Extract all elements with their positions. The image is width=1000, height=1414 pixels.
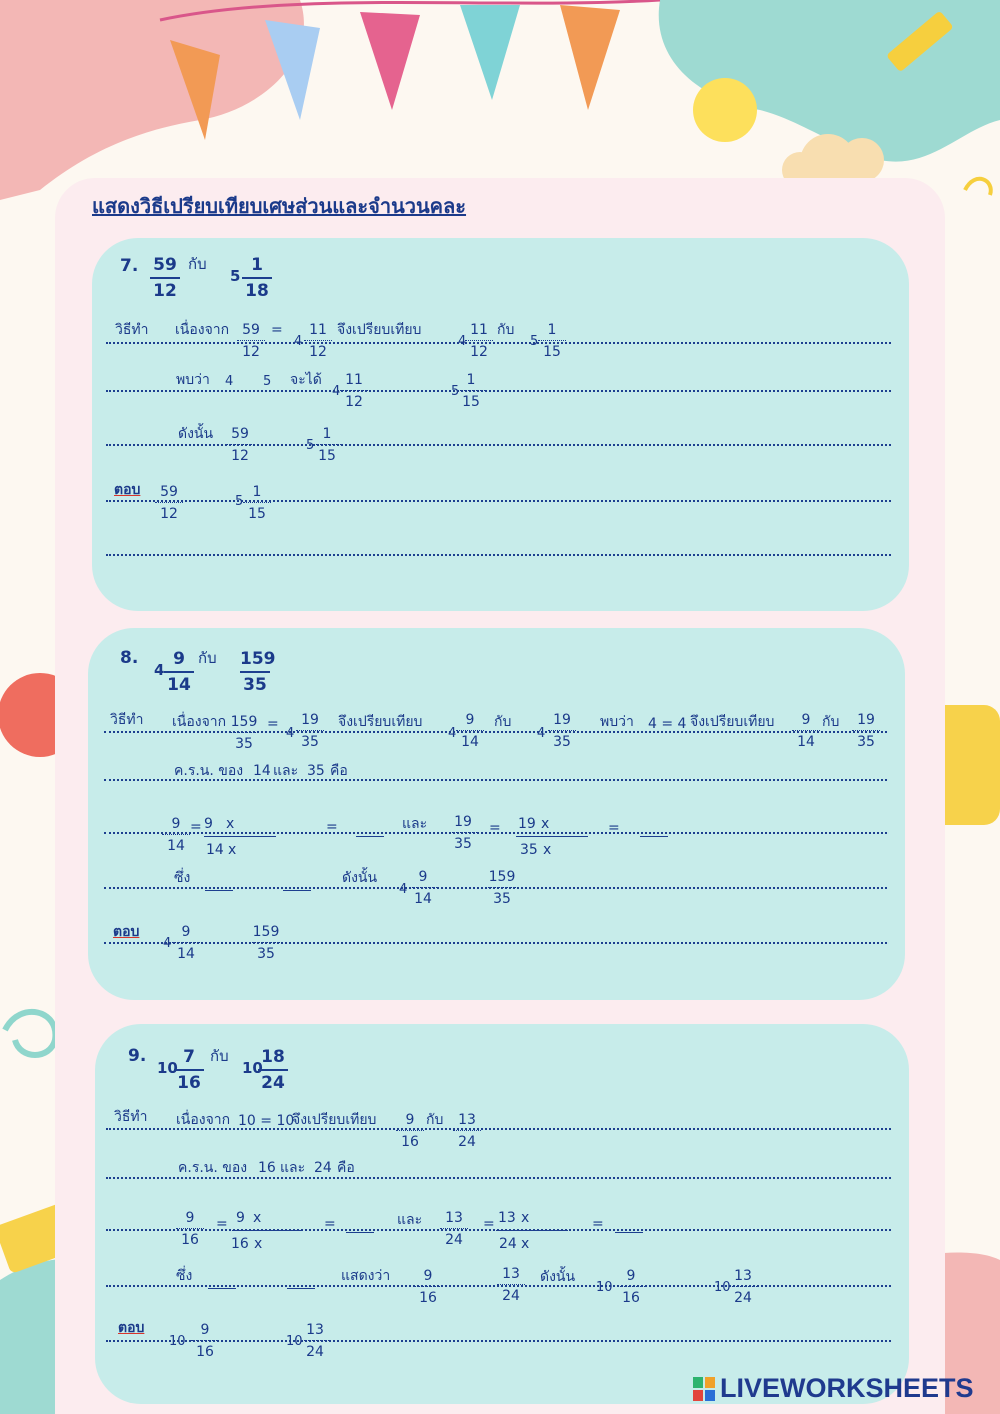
compare-label: จึงเปรียบเทียบ: [292, 1112, 377, 1128]
compare-label: จึงเปรียบเทียบ: [337, 322, 422, 338]
question-8-card: [88, 628, 905, 1000]
whole-4: 4: [163, 936, 172, 951]
whole-4: 4: [399, 882, 408, 897]
with-label: กับ: [494, 714, 512, 730]
q9-fraction-a: 7 16: [174, 1048, 204, 1093]
found-label: พบว่า: [600, 714, 634, 730]
compare-label: จึงเปรียบเทียบ: [338, 714, 423, 730]
is-label: คือ: [337, 1160, 355, 1176]
answer-line: [104, 731, 887, 733]
answer-line: [106, 444, 891, 446]
q8-frac-19-35: 19 35: [852, 712, 880, 750]
answer-line: [106, 390, 891, 392]
times-sign: x: [543, 842, 552, 858]
q9-frac-9-16: 9 16: [191, 1322, 219, 1360]
whole-4: 4: [458, 334, 467, 349]
times-sign: x: [228, 842, 237, 858]
q8-frac-9-14: 9 14: [792, 712, 820, 750]
whole-5: 5: [451, 384, 460, 399]
equals-sign: =: [483, 1216, 495, 1232]
q7-frac-1-15: 1 15: [313, 426, 341, 464]
q9-frac-13-24: 13 24: [497, 1266, 525, 1304]
which-label: ซึ่ง: [176, 1268, 193, 1284]
method-label: วิธีทำ: [110, 712, 144, 728]
q8-mult-den: 14: [206, 842, 224, 858]
fraction-blank[interactable]: [496, 1216, 568, 1231]
lcm-num-16: 16: [258, 1160, 276, 1176]
q8-frac-9-14: 9 14: [409, 869, 437, 907]
q7-frac-1-15: 1 15: [243, 484, 271, 522]
q9-frac-9-16: 9 16: [414, 1268, 442, 1306]
equals-sign: =: [324, 1216, 336, 1232]
q9-fraction-b: 18 24: [258, 1048, 288, 1093]
answer-line: [106, 1177, 891, 1179]
answer-blank[interactable]: [287, 1274, 315, 1289]
equals-sign: =: [190, 819, 202, 835]
q8-mult-num: 19: [518, 816, 536, 832]
whole-4: 4: [537, 726, 546, 741]
q7-b-whole: 5: [230, 267, 241, 285]
q7-with: กับ: [188, 255, 207, 273]
q9-mult-num: 9: [236, 1210, 245, 1226]
whole-4: 4: [225, 374, 234, 389]
liveworksheets-logo-icon: [693, 1377, 715, 1401]
question-8-number: 8.: [120, 648, 139, 668]
q9-frac-13-24: 13 24: [440, 1210, 468, 1248]
answer-blank[interactable]: [346, 1218, 374, 1233]
q9-frac-13-24: 13 24: [729, 1268, 757, 1306]
lcm-prefix: ค.ร.น. ของ: [174, 763, 244, 779]
whole-10: 10: [714, 1280, 731, 1295]
is-label: คือ: [330, 763, 348, 779]
q9-mult-den: 24: [499, 1236, 517, 1252]
answer-blank[interactable]: [208, 1274, 236, 1289]
method-label: วิธีทำ: [115, 322, 149, 338]
because-label: เนื่องจาก: [172, 714, 227, 730]
and-label: และ: [273, 763, 299, 779]
answer-blank[interactable]: [205, 876, 233, 891]
q8-frac-159-35: 159 35: [252, 924, 280, 962]
whole-5: 5: [235, 494, 244, 509]
q8-frac-159-35: 159 35: [230, 714, 258, 752]
answer-label: ตอบ: [113, 924, 140, 940]
whole-5: 5: [306, 438, 315, 453]
whole-10: 10: [286, 1334, 303, 1349]
q7-frac-59-12: 59 12: [155, 484, 183, 522]
times-sign: x: [253, 1210, 262, 1226]
q9-with: กับ: [210, 1047, 229, 1065]
equals-sign: =: [216, 1216, 228, 1232]
equals-sign: =: [267, 716, 279, 732]
q7-frac-11-12: 11 12: [465, 322, 493, 360]
q8-mult-den: 35: [520, 842, 538, 858]
answer-label: ตอบ: [118, 1320, 145, 1336]
q8-frac-19-35: 19 35: [449, 814, 477, 852]
q7-frac-11-12: 11 12: [340, 372, 368, 410]
answer-line: [106, 500, 891, 502]
question-7-number: 7.: [120, 256, 139, 276]
answer-blank[interactable]: [615, 1218, 643, 1233]
q8-fraction-b: 159 35: [240, 649, 276, 695]
times-sign: x: [541, 816, 550, 832]
with-label: กับ: [497, 322, 515, 338]
with-label: กับ: [426, 1112, 444, 1128]
q8-frac-19-35: 19 35: [548, 712, 576, 750]
because-label: เนื่องจาก: [175, 322, 230, 338]
and-label: และ: [280, 1160, 306, 1176]
whole-5: 5: [263, 374, 272, 389]
equals-sign: =: [608, 820, 620, 836]
answer-line: [104, 942, 887, 944]
therefore-label: ดังนั้น: [342, 870, 378, 886]
whole-4: 4: [332, 384, 341, 399]
whole-10: 10: [596, 1280, 613, 1295]
q8-equal-wholes: 4 = 4: [648, 716, 687, 732]
q8-fraction-a: 9 14: [164, 650, 194, 695]
equals-sign: =: [271, 322, 283, 338]
whole-5: 5: [530, 334, 539, 349]
shows-label: แสดงว่า: [341, 1268, 391, 1284]
q8-with: กับ: [198, 649, 217, 667]
q9-a-whole: 10: [157, 1059, 178, 1077]
lcm-num-35: 35: [307, 763, 325, 779]
answer-blank[interactable]: [283, 876, 311, 891]
answer-blank[interactable]: [356, 822, 384, 837]
fraction-blank[interactable]: [204, 822, 276, 837]
q8-frac-159-35: 159 35: [488, 869, 516, 907]
equals-sign: =: [326, 819, 338, 835]
q7-frac-1-15: 1 15: [538, 322, 566, 360]
q7-frac-1-15: 1 15: [457, 372, 485, 410]
therefore-label: ดังนั้น: [540, 1269, 576, 1285]
question-9-number: 9.: [128, 1046, 147, 1066]
whole-4: 4: [286, 726, 295, 741]
q9-frac-9-16: 9 16: [396, 1112, 424, 1150]
found-label: พบว่า: [176, 372, 210, 388]
answer-line: [106, 554, 891, 556]
answer-line: [106, 342, 891, 344]
whole-4: 4: [294, 334, 303, 349]
which-label: ซึ่ง: [174, 870, 191, 886]
fraction-blank[interactable]: [516, 822, 588, 837]
answer-line: [106, 1128, 891, 1130]
lcm-num-14: 14: [253, 763, 271, 779]
page-title: แสดงวิธีเปรียบเทียบเศษส่วนและจำนวนคละ: [92, 194, 467, 218]
fraction-blank[interactable]: [232, 1216, 302, 1231]
q7-frac-59-12: 59 12: [237, 322, 265, 360]
q8-a-whole: 4: [154, 661, 165, 679]
answer-line: [106, 1340, 891, 1342]
method-label: วิธีทำ: [114, 1109, 148, 1125]
q8-frac-19-35: 19 35: [296, 712, 324, 750]
lcm-num-24: 24: [314, 1160, 332, 1176]
whole-4: 4: [448, 726, 457, 741]
lcm-prefix: ค.ร.น. ของ: [178, 1160, 248, 1176]
q9-frac-13-24: 13 24: [301, 1322, 329, 1360]
q7-fraction-b: 1 18: [242, 256, 272, 301]
times-sign: x: [521, 1210, 530, 1226]
answer-line: [104, 779, 887, 781]
q8-mult-num: 9: [204, 816, 213, 832]
q7-fraction-a: 59 12: [150, 256, 180, 301]
with-label: กับ: [822, 714, 840, 730]
q9-frac-13-24: 13 24: [453, 1112, 481, 1150]
q9-equal-wholes: 10 = 10: [238, 1113, 295, 1129]
equals-sign: =: [489, 820, 501, 836]
whole-10: 10: [169, 1334, 186, 1349]
and-label: และ: [402, 816, 428, 832]
q8-frac-9-14: 9 14: [456, 712, 484, 750]
q7-frac-11-12: 11 12: [304, 322, 332, 360]
because-label: เนื่องจาก: [176, 1112, 231, 1128]
q8-frac-9-14: 9 14: [172, 924, 200, 962]
and-label: และ: [397, 1212, 423, 1228]
q9-frac-9-16: 9 16: [176, 1210, 204, 1248]
q9-frac-9-16: 9 16: [617, 1268, 645, 1306]
answer-label: ตอบ: [114, 482, 141, 498]
q8-frac-9-14: 9 14: [162, 816, 190, 854]
will-get-label: จะได้: [290, 372, 322, 388]
brand-wordmark[interactable]: LIVEWORKSHEETS: [720, 1373, 974, 1403]
times-sign: x: [521, 1236, 530, 1252]
times-sign: x: [254, 1236, 263, 1252]
compare-label: จึงเปรียบเทียบ: [690, 714, 775, 730]
q7-frac-59-12: 59 12: [226, 426, 254, 464]
q9-mult-den: 16: [231, 1236, 249, 1252]
q9-mult-num: 13: [498, 1210, 516, 1226]
q9-b-whole: 10: [242, 1059, 263, 1077]
therefore-label: ดังนั้น: [178, 426, 214, 442]
equals-sign: =: [592, 1216, 604, 1232]
times-sign: x: [226, 816, 235, 832]
answer-blank[interactable]: [640, 822, 668, 837]
